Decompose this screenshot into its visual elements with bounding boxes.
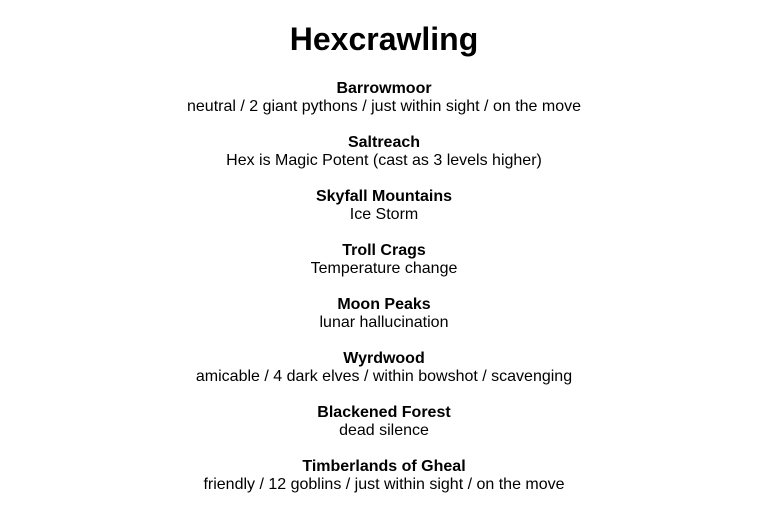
hex-list xyxy=(0,80,768,512)
hex-description: friendly / 12 goblins / just within sight / on the move xyxy=(203,476,565,493)
hex-entry xyxy=(0,80,768,134)
hex-description: Temperature change xyxy=(310,260,458,277)
hex-entry xyxy=(0,350,768,404)
hex-description: Ice Storm xyxy=(349,206,419,223)
page-title: Hexcrawling xyxy=(289,21,479,57)
hex-entry xyxy=(0,296,768,350)
hex-name: Timberlands of Gheal xyxy=(302,458,466,475)
hex-entry xyxy=(0,458,768,512)
hex-name: Skyfall Mountains xyxy=(315,188,453,205)
hex-entry xyxy=(0,242,768,296)
hex-entry xyxy=(0,188,768,242)
hex-name: Barrowmoor xyxy=(336,80,432,97)
hex-name: Troll Crags xyxy=(342,242,426,259)
hex-description: neutral / 2 giant pythons / just within sight / on the move xyxy=(187,98,581,115)
hex-name: Wyrdwood xyxy=(343,350,425,367)
hex-description: Hex is Magic Potent (cast as 3 levels higher) xyxy=(226,152,542,169)
hex-description: dead silence xyxy=(339,422,429,439)
hex-entry xyxy=(0,134,768,188)
hex-description: lunar hallucination xyxy=(319,314,449,331)
hex-name: Saltreach xyxy=(347,134,421,151)
hex-description: amicable / 4 dark elves / within bowshot / scavenging xyxy=(195,368,573,385)
hex-entry xyxy=(0,404,768,458)
hex-name: Blackened Forest xyxy=(317,404,451,421)
hex-name: Moon Peaks xyxy=(337,296,431,313)
